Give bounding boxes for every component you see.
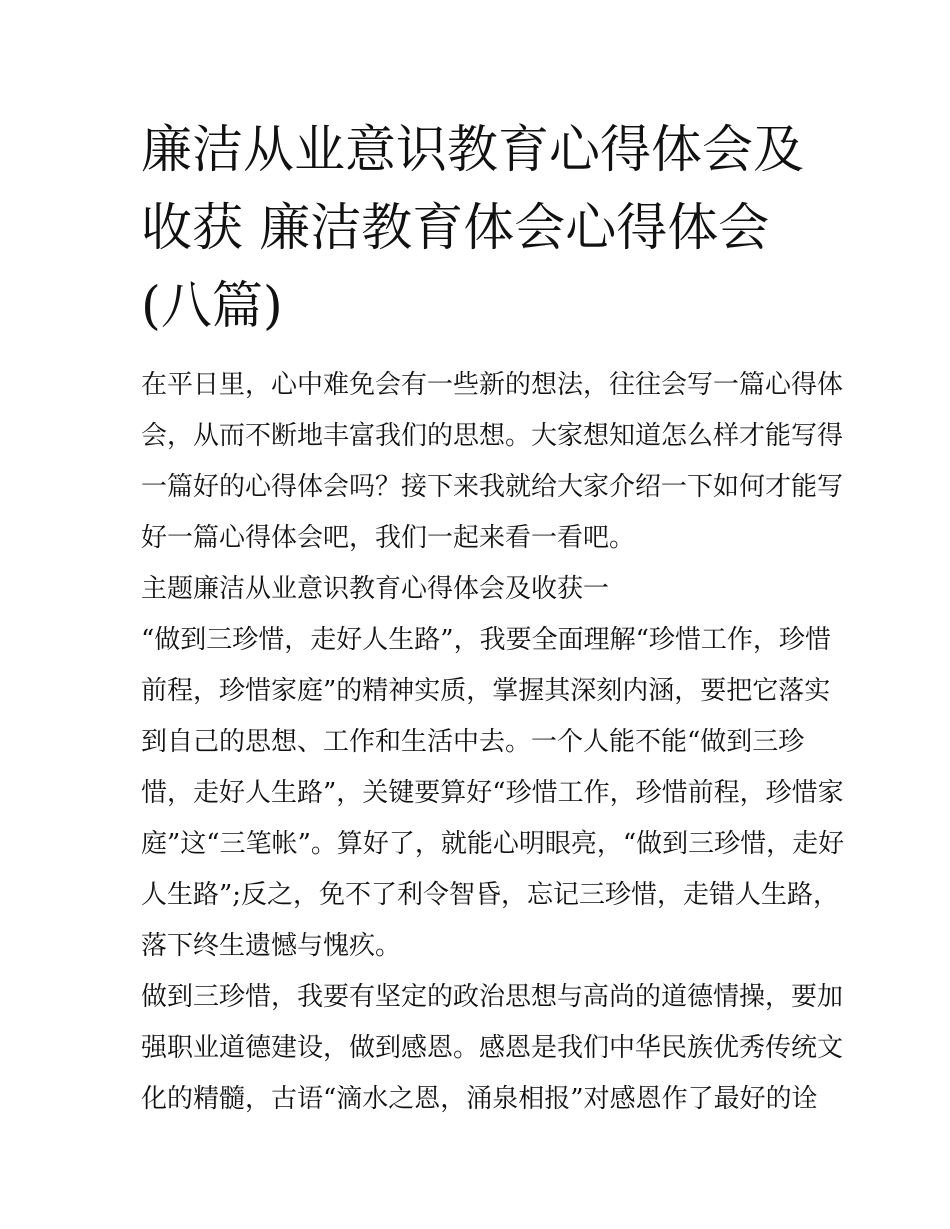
paragraph-line: 强职业道德建设，做到感恩。感恩是我们中华民族优秀传统文 [141, 1033, 844, 1063]
title-line: 收获 廉洁教育体会心得体会 [141, 199, 770, 258]
paragraph-line: 到自己的思想、工作和生活中去。一个人能不能“做到三珍 [141, 727, 805, 757]
paragraph-line: 化的精髓，古语“滴水之恩，涌泉相报”对感恩作了最好的诠 [141, 1084, 818, 1114]
paragraph-line: 人生路”;反之，免不了利令智昏，忘记三珍惜，走错人生路， [141, 880, 840, 910]
title-line: 廉洁从业意识教育心得体会及 [141, 121, 805, 180]
section-heading [141, 564, 813, 615]
paragraph-line: 庭”这“三笔帐”。算好了，就能心明眼亮，“做到三珍惜，走好 [141, 829, 845, 859]
title-line: (八篇) [141, 277, 283, 336]
paragraph-line: “做到三珍惜，走好人生路”，我要全面理解“珍惜工作，珍惜 [141, 625, 831, 655]
body-paragraph [141, 972, 844, 1125]
paragraph-line: 做到三珍惜，我要有坚定的政治思想与高尚的道德情操，要加 [141, 982, 844, 1012]
paragraph-line: 好一篇心得体会吧，我们一起来看一看吧。 [141, 523, 636, 553]
paragraph-line: 会，从而不断地丰富我们的思想。大家想知道怎么样才能写得 [141, 421, 844, 451]
paragraph-line: 前程，珍惜家庭”的精神实质，掌握其深刻内涵，要把它落实 [141, 676, 831, 706]
paragraph-line: 惜，走好人生路”，关键要算好“珍惜工作，珍惜前程，珍惜家 [141, 778, 844, 808]
body-paragraph [141, 615, 845, 972]
document-content [141, 112, 845, 1125]
paragraph-line: 落下终生遗憾与愧疚。 [141, 931, 402, 961]
intro-paragraph [141, 360, 844, 564]
paragraph-line: 一篇好的心得体会吗？接下来我就给大家介绍一下如何才能写 [141, 472, 844, 502]
paragraph-line: 在平日里，心中难免会有一些新的想法，往往会写一篇心得体 [141, 370, 844, 400]
document-title [141, 112, 813, 346]
paragraph-line: 主题廉洁从业意识教育心得体会及收获一 [141, 574, 610, 604]
